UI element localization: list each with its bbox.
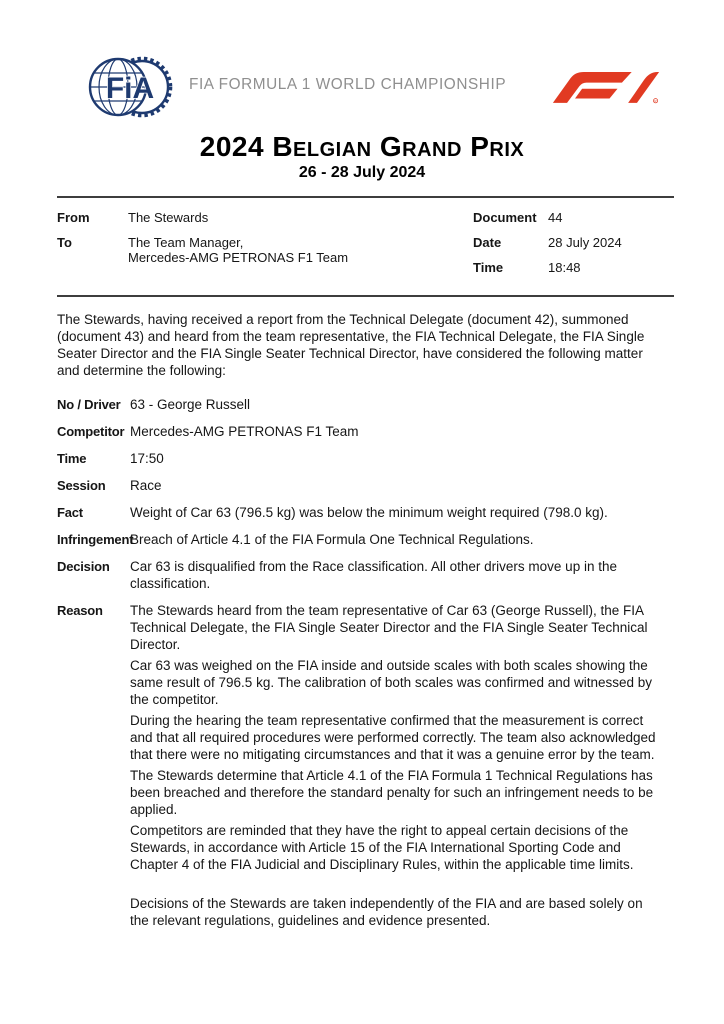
from-label: From: [57, 210, 90, 225]
field-label: Reason: [57, 603, 103, 618]
field-label: Competitor: [57, 424, 125, 439]
to-value-line2: Mercedes-AMG PETRONAS F1 Team: [128, 250, 349, 265]
meta-table: [0, 198, 724, 295]
event-date-range: 26 - 28 July 2024: [298, 164, 426, 181]
time-value: 18:48: [548, 260, 581, 275]
f1-logo-icon: [552, 68, 660, 106]
intro-paragraph: The Stewards, having received a report from the Technical Delegate (document 42), summoned (document 43) and heard from the team representative, the FIA Technical Delegate, the FIA Single Seater Director and the FIA Single Seater Technical Director, have considered the following matter and determine the following:: [57, 312, 645, 378]
field-paragraph: Car 63 was weighed on the FIA inside and outside scales with both scales showing the same result of 796.5 kg. The calibration of both scales was confirmed and witnessed by the competitor.: [130, 658, 653, 707]
field-paragraph: Race: [130, 478, 162, 493]
meta-row-document: [473, 210, 674, 225]
field-value: [130, 558, 660, 592]
field-paragraph: 63 - George Russell: [130, 397, 251, 412]
field-row-decision: [57, 558, 674, 592]
field-paragraph: During the hearing the team representative confirmed that the measurement is correct and that all required procedures were performed correctly. The team also acknowledged that there were no mitigating circumstances and that it was a genuine error by the team.: [130, 713, 656, 762]
date-label: Date: [473, 235, 502, 250]
field-label: Infringement: [57, 532, 134, 547]
field-label: Session: [57, 478, 106, 493]
meta-row-date: [473, 235, 674, 250]
field-label: [57, 895, 130, 929]
field-value: [130, 531, 660, 548]
field-row-reason: [57, 602, 674, 873]
field-paragraph: The Stewards heard from the team representative of Car 63 (George Russell), the FIA Technical Delegate, the FIA Single Seater Director and the FIA Single Seater Technical Director.: [130, 603, 648, 652]
document-label: Document: [473, 210, 537, 225]
document-number: 44: [548, 210, 563, 225]
field-label: Decision: [57, 559, 110, 574]
field-value: [130, 602, 660, 873]
field-value: [130, 477, 660, 494]
time-label: Time: [473, 260, 504, 275]
field-paragraph: Breach of Article 4.1 of the FIA Formula One Technical Regulations.: [130, 532, 534, 547]
field-label: Fact: [57, 505, 83, 520]
field-row-infringement: [57, 531, 674, 548]
meta-row-from: [57, 210, 473, 225]
championship-heading: FIA FORMULA 1 WORLD CHAMPIONSHIP: [189, 76, 507, 93]
field-paragraph: Decisions of the Stewards are taken independently of the FIA and are based solely on the relevant regulations, guidelines and evidence presented.: [130, 896, 643, 928]
svg-text:R: R: [654, 99, 657, 104]
field-row-time: [57, 450, 674, 467]
fields-section: [57, 396, 674, 929]
meta-left-column: [57, 210, 473, 285]
field-value: [130, 895, 660, 929]
date-value: 28 July 2024: [548, 235, 622, 250]
to-value: [128, 235, 348, 265]
divider-meta: [57, 295, 674, 297]
to-value-line1: The Team Manager,: [128, 235, 244, 250]
meta-right-column: [473, 210, 674, 285]
field-paragraph: Mercedes-AMG PETRONAS F1 Team: [130, 424, 359, 439]
fia-logo-icon: [85, 52, 175, 122]
field-label: No / Driver: [57, 397, 121, 412]
field-row-competitor: [57, 423, 674, 440]
field-paragraph: Competitors are reminded that they have the right to appeal certain decisions of the Stewards, in accordance with Article 15 of the FIA International Sporting Code and Chapter 4 of the FIA Judicial and Disciplinary Rules, within the applicable time limits.: [130, 823, 634, 872]
field-paragraph: Weight of Car 63 (796.5 kg) was below the minimum weight required (798.0 kg).: [130, 505, 608, 520]
field-value: [130, 396, 660, 413]
field-row-session: [57, 477, 674, 494]
field-value: [130, 504, 660, 521]
field-row-no-driver: [57, 396, 674, 413]
field-value: [130, 423, 660, 440]
field-label: Time: [57, 451, 87, 466]
from-value: The Stewards: [128, 210, 209, 225]
fia-logo-text: FiA: [105, 72, 155, 105]
field-paragraph: Car 63 is disqualified from the Race classification. All other drivers move up in the classification.: [130, 559, 617, 591]
field-paragraph: The Stewards determine that Article 4.1 of the FIA Formula 1 Technical Regulations has been breached and therefore the standard penalty for such an infringement needs to be applied.: [130, 768, 654, 817]
meta-row-to: [57, 235, 473, 265]
page-title: 2024 Belgian Grand Prix: [199, 131, 525, 162]
to-label: To: [57, 235, 72, 250]
masthead: [0, 0, 724, 122]
field-row-independence-note: [57, 895, 674, 929]
field-row-fact: [57, 504, 674, 521]
field-paragraph: 17:50: [130, 451, 164, 466]
field-value: [130, 450, 660, 467]
title-block: [0, 131, 724, 182]
meta-row-time: [473, 260, 674, 275]
